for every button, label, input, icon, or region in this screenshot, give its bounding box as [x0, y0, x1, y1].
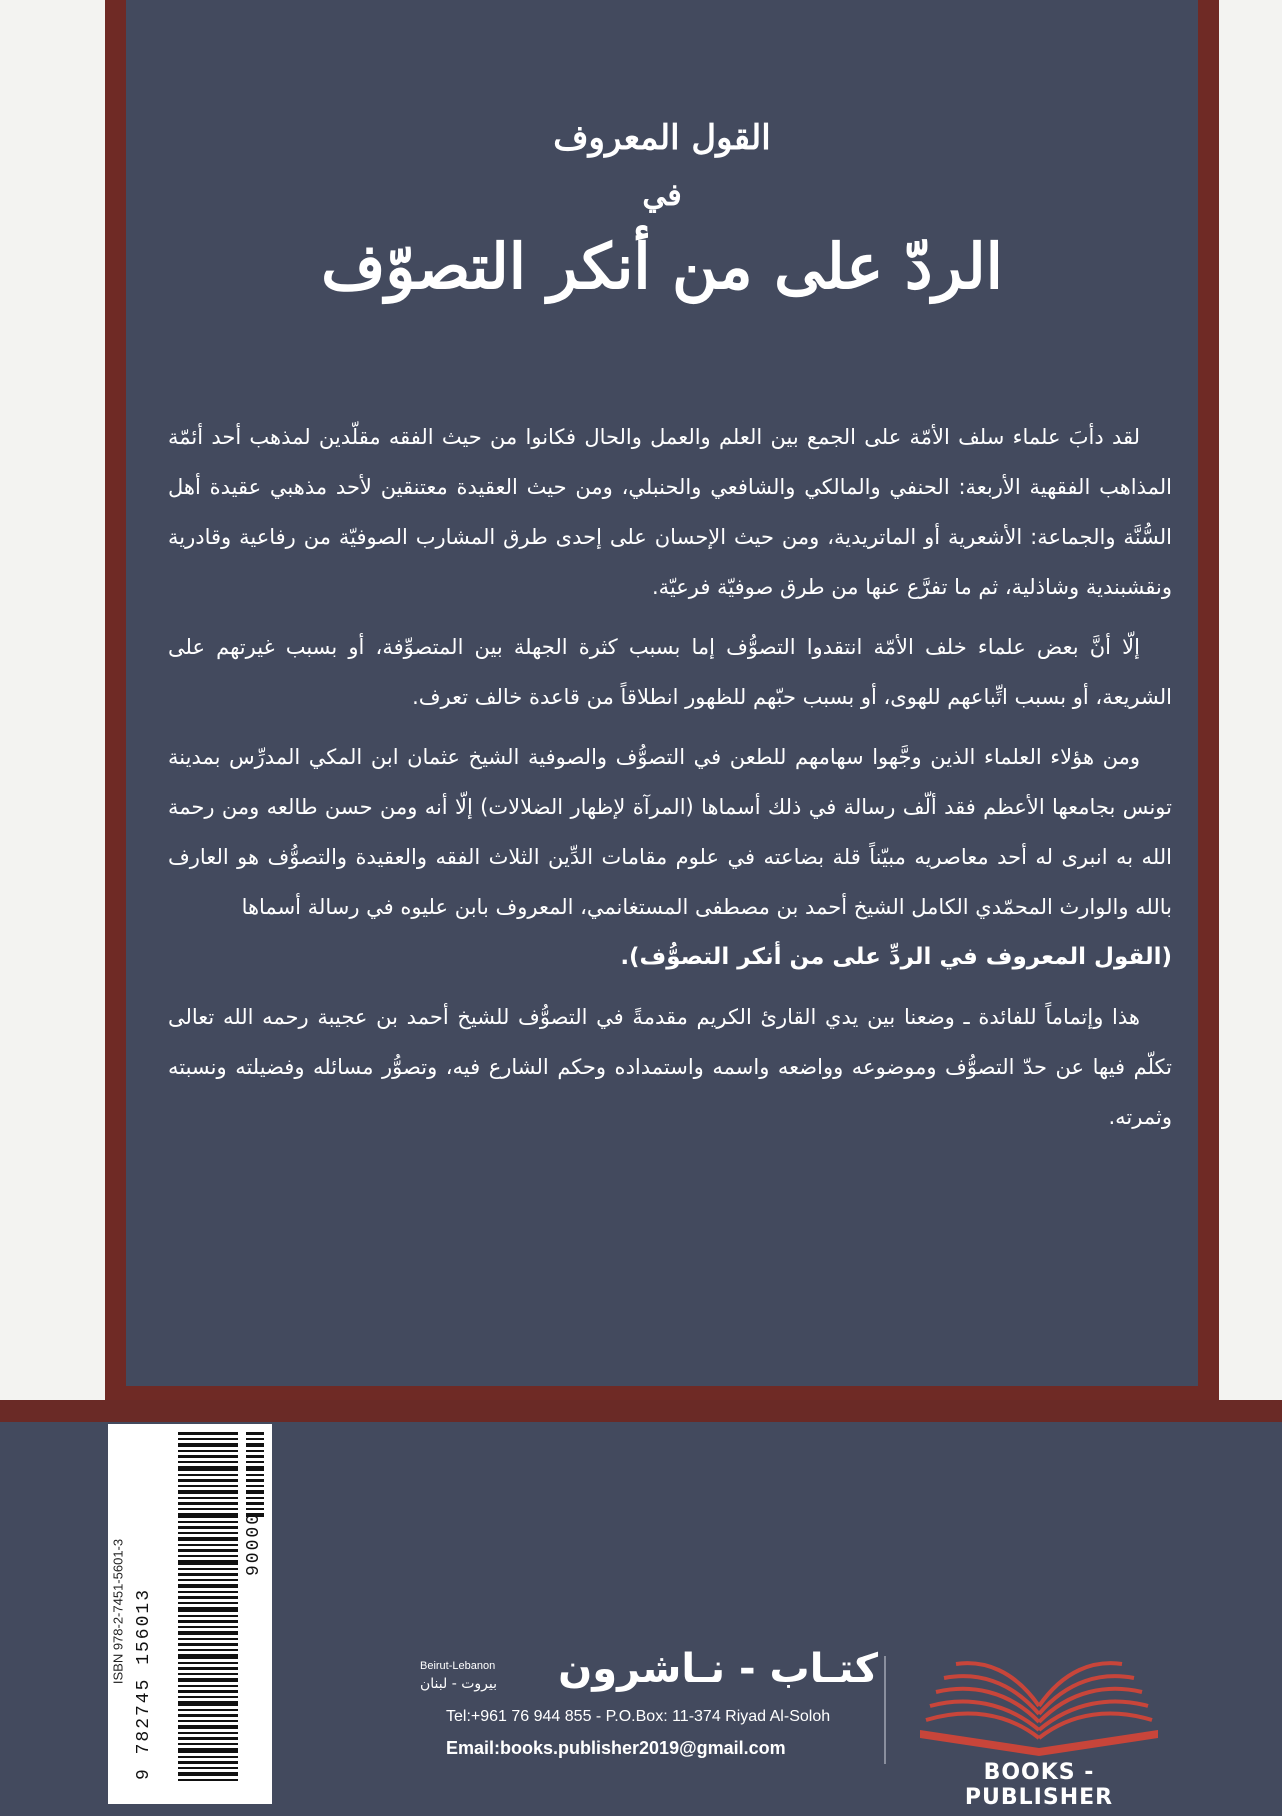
- blurb-paragraph-3-text: ومن هؤلاء العلماء الذين وجَّهوا سهامهم للطعن في التصوُّف والصوفية الشيخ عثمان ابن المكي المدرِّس بمدينة تونس بجامعها الأعظم فقد ألّف رسالة في ذلك أسماها (المرآة لإظهار الضلالات) إلّا أنه ومن حسن طالعه ومن رحمة الله به انبرى له أحد معاصريه مبيّناً قلة بضاعته في علوم مقامات الدِّين الثلاث الفقه والعقيدة والتصوُّف هو العارف بالله والوارث المحمّدي الكامل الشيخ أحمد بن مصطفى المستغانمي، المعروف بابن عليوه في رسالة أسماها: [168, 745, 1172, 919]
- publisher-name-ar: كتـاب - نـاشرون: [558, 1646, 878, 1692]
- blurb-paragraph-3: [168, 732, 1172, 982]
- book-title-quote: (القول المعروف في الردِّ على من أنكر التصوُّف).: [620, 944, 1172, 970]
- open-book-icon: [906, 1650, 1172, 1760]
- title-line-1: القول المعروف: [553, 118, 771, 158]
- publisher-city-en: Beirut-Lebanon: [420, 1660, 496, 1672]
- publisher-city-ar: بيروت - لبنان: [420, 1676, 497, 1692]
- maroon-strip: [0, 1400, 1282, 1422]
- publisher-contact-line: Tel:+961 76 944 855 - P.O.Box: 11-374 Riyad Al-Soloh: [446, 1708, 831, 1725]
- title-line-2: في: [642, 178, 682, 213]
- blurb-text: [168, 412, 1172, 1152]
- publisher-divider: [884, 1656, 886, 1764]
- isbn-label: [108, 1424, 128, 1804]
- barcode-digits-main: 9 782745 156013: [134, 1587, 154, 1781]
- publisher-email: Email:books.publisher2019@gmail.com: [446, 1738, 786, 1758]
- barcode-box: [108, 1424, 272, 1804]
- blurb-paragraph-2: إلّا أنَّ بعض علماء خلف الأمّة انتقدوا التصوُّف إما بسبب كثرة الجهلة بين المتصوِّفة، أو بسبب غيرتهم على الشريعة، أو بسبب اتِّباعهم للهوى، أو بسبب حبّهم للظهور انطلاقاً من قاعدة خالف تعرف.: [168, 635, 1172, 709]
- blurb-paragraph-1: لقد دأبَ علماء سلف الأمّة على الجمع بين العلم والعمل والحال فكانوا من حيث الفقه مقلّدين لمذهب أحد أئمّة المذاهب الفقهية الأربعة: الحنفي والمالكي والشافعي والحنبلي، ومن حيث العقيدة معتنقين لأحد مذهبي عقيدة أهل السُّنَّة والجماعة: الأشعرية أو الماتريدية، ومن حيث الإحسان على إحدى طرق المشارب الصوفيّة من رفاعية وقادرية ونقشبندية وشاذلية، ثم ما تفرَّع عنها من طرق صوفيّة فرعيّة.: [168, 425, 1172, 599]
- publisher-brand-en: BOOKS - PUBLISHER: [964, 1760, 1114, 1810]
- barcode-digits-addon: 90000: [244, 1512, 264, 1577]
- blurb-paragraph-4: هذا وإتماماً للفائدة ـ وضعنا بين يدي القارئ الكريم مقدمةً في التصوُّف للشيخ أحمد بن عجيبة رحمه الله تعالى تكلّم فيها عن حدّ التصوُّف وموضوعه وواضعه واسمه واستمداده وحكم الشارع فيه، وتصوُّر مسائله وفضيلته ونسبته وثمرته.: [168, 1005, 1172, 1129]
- isbn-text: ISBN 978-2-7451-5601-3: [110, 1538, 126, 1685]
- title-line-3: الردّ على من أنكر التصوّف: [321, 230, 1003, 303]
